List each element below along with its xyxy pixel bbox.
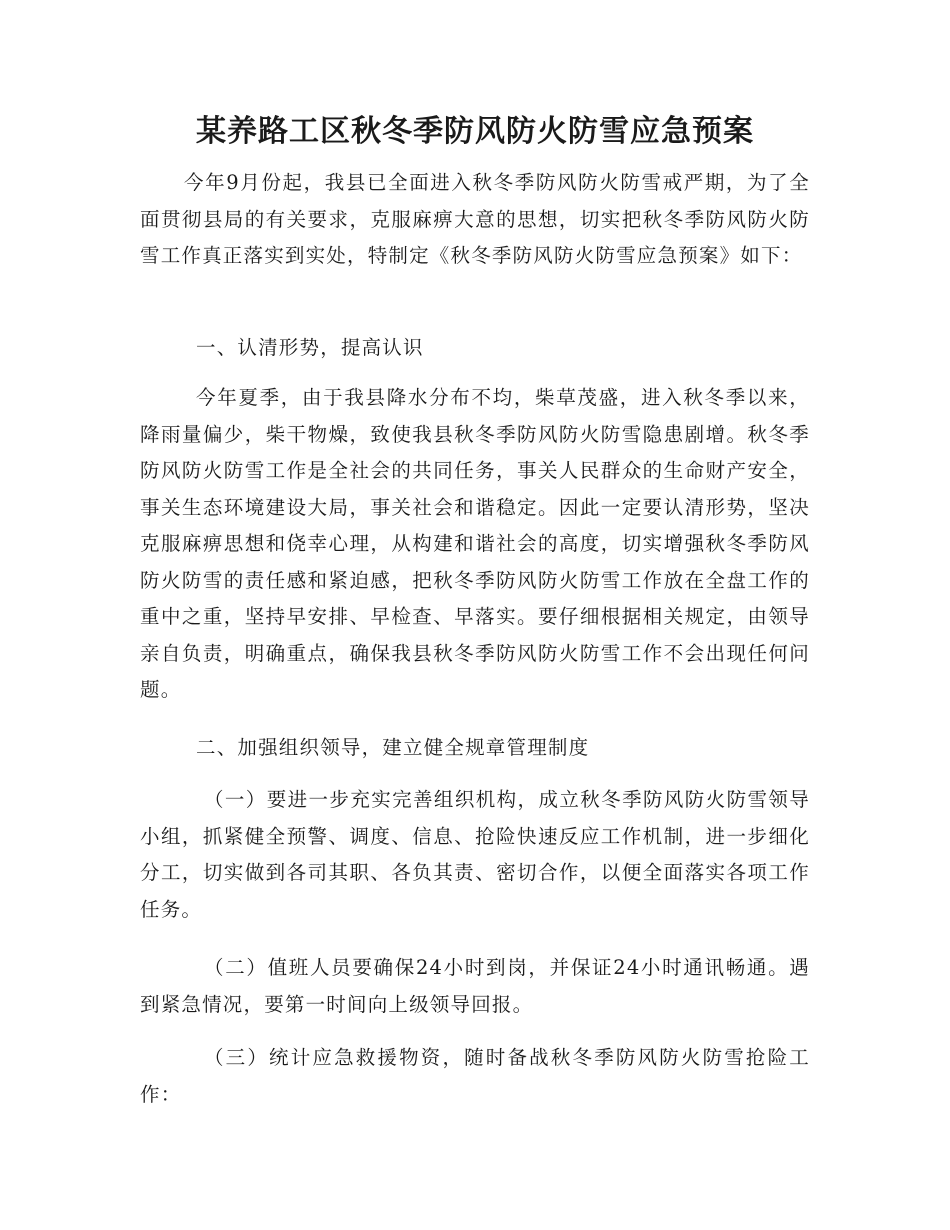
subsection-3-paragraph: （三）统计应急救援物资，随时备战秋冬季防风防火防雪抢险工作： bbox=[140, 1046, 810, 1106]
section-1-paragraph: 今年夏季，由于我县降水分布不均，柴草茂盛，进入秋冬季以来，降雨量偏少，柴干物燥，致使我县秋冬季防风防火防雪隐患剧增。秋冬季防风防火防雪工作是全社会的共同任务，事关人民群众的生命财产安全，事关生态环境建设大局，事关社会和谐稳定。因此一定要认清形势，坚决克服麻痹思想和侥幸心理，从构建和谐社会的高度，切实增强秋冬季防风防火防雪的责任感和紧迫感，把秋冬季防风防火防雪工作放在全盘工作的重中之重，坚持早安排、早检查、早落实。要仔细根据相关规定，由领导亲自负责，明确重点，确保我县秋冬季防风防火防雪工作不会出现任何问题。 bbox=[140, 386, 810, 701]
section-heading-1: 一、认清形势，提高认识 bbox=[196, 336, 424, 359]
intro-paragraph: 今年9月份起，我县已全面进入秋冬季防风防火防雪戒严期，为了全面贯彻县局的有关要求，克服麻痹大意的思想，切实把秋冬季防风防火防雪工作真正落实到实处，特制定《秋冬季防风防火防雪应急预案》如下： bbox=[140, 171, 810, 267]
section-heading-2: 二、加强组织领导，建立健全规章管理制度 bbox=[196, 736, 590, 759]
subsection-2-paragraph: （二）值班人员要确保24小时到岗，并保证24小时通讯畅通。遇到紧急情况，要第一时间向上级领导回报。 bbox=[140, 956, 810, 1016]
document-title: 某养路工区秋冬季防风防火防雪应急预案 bbox=[196, 114, 754, 149]
subsection-1-paragraph: （一）要进一步充实完善组织机构，成立秋冬季防风防火防雪领导小组，抓紧健全预警、调度、信息、抢险快速反应工作机制，进一步细化分工，切实做到各司其职、各负其责、密切合作，以便全面落实各项工作任务。 bbox=[140, 788, 810, 921]
